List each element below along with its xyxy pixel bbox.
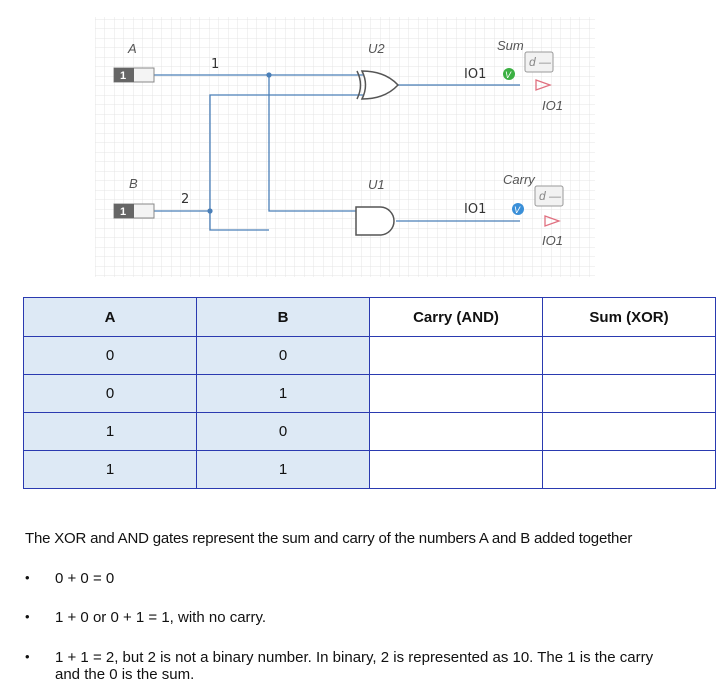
list-item-text: 0 + 0 = 0: [55, 570, 115, 587]
cell-sum[interactable]: [543, 337, 716, 375]
cell-sum[interactable]: [543, 413, 716, 451]
cell-a: 0: [24, 337, 197, 375]
cell-a: 0: [24, 375, 197, 413]
bullet-icon: •: [25, 570, 30, 585]
svg-text:V: V: [505, 70, 512, 80]
circuit-diagram: [0, 0, 728, 290]
wire-label-2: 2: [181, 192, 190, 207]
cell-b: 0: [197, 337, 370, 375]
input-b-switch[interactable]: [114, 204, 154, 218]
carry-probe-text: d —: [539, 189, 562, 203]
input-b-label: B: [129, 176, 138, 191]
carry-output-label: Carry: [503, 172, 535, 187]
table-row: [24, 413, 716, 451]
header-sum: Sum (XOR): [543, 298, 716, 337]
junction-dot: [207, 208, 212, 213]
gate-u2-label: U2: [368, 41, 385, 56]
header-carry: Carry (AND): [370, 298, 543, 337]
cell-sum[interactable]: [543, 375, 716, 413]
cell-sum[interactable]: [543, 451, 716, 489]
bullet-icon: •: [25, 609, 30, 624]
junction-dot: [266, 72, 271, 77]
input-b-value: 1: [120, 206, 127, 218]
cell-carry[interactable]: [370, 337, 543, 375]
header-a: A: [24, 298, 197, 337]
sum-probe-text: d —: [529, 55, 552, 69]
cell-carry[interactable]: [370, 451, 543, 489]
table-row: [24, 375, 716, 413]
cell-b: 0: [197, 413, 370, 451]
and-gate-icon: [356, 207, 394, 235]
truth-table: [23, 297, 716, 489]
grid-background: [95, 17, 595, 277]
carry-io-label: IO1: [464, 202, 487, 217]
list-item-text: 1 + 0 or 0 + 1 = 1, with no carry.: [55, 609, 267, 626]
wire-label-1: 1: [211, 57, 220, 72]
table-row: [24, 337, 716, 375]
cell-b: 1: [197, 375, 370, 413]
cell-carry[interactable]: [370, 413, 543, 451]
carry-pin-label: IO1: [542, 233, 563, 248]
sum-io-label: IO1: [464, 67, 487, 82]
header-b: B: [197, 298, 370, 337]
input-a-label: A: [128, 41, 137, 56]
input-a-switch[interactable]: [114, 68, 154, 82]
carry-probe-box[interactable]: [535, 186, 563, 206]
input-a-value: 1: [120, 70, 127, 82]
bullet-icon: •: [25, 649, 30, 664]
gate-u1-label: U1: [368, 177, 385, 192]
list-item-text: 1 + 1 = 2, but 2 is not a binary number. In binary, 2 is represented as 10. The 1 is the carry and the 0 is the sum.: [55, 649, 654, 683]
sum-output-label: Sum: [497, 38, 524, 53]
cell-carry[interactable]: [370, 375, 543, 413]
sum-probe-box[interactable]: [525, 52, 553, 72]
cell-a: 1: [24, 413, 197, 451]
cell-a: 1: [24, 451, 197, 489]
table-row: [24, 451, 716, 489]
cell-b: 1: [197, 451, 370, 489]
sum-pin-label: IO1: [542, 98, 563, 113]
truth-table-header-row: [24, 298, 716, 337]
explanation-text: The XOR and AND gates represent the sum and carry of the numbers A and B added together: [25, 530, 633, 547]
svg-text:V: V: [514, 205, 521, 215]
